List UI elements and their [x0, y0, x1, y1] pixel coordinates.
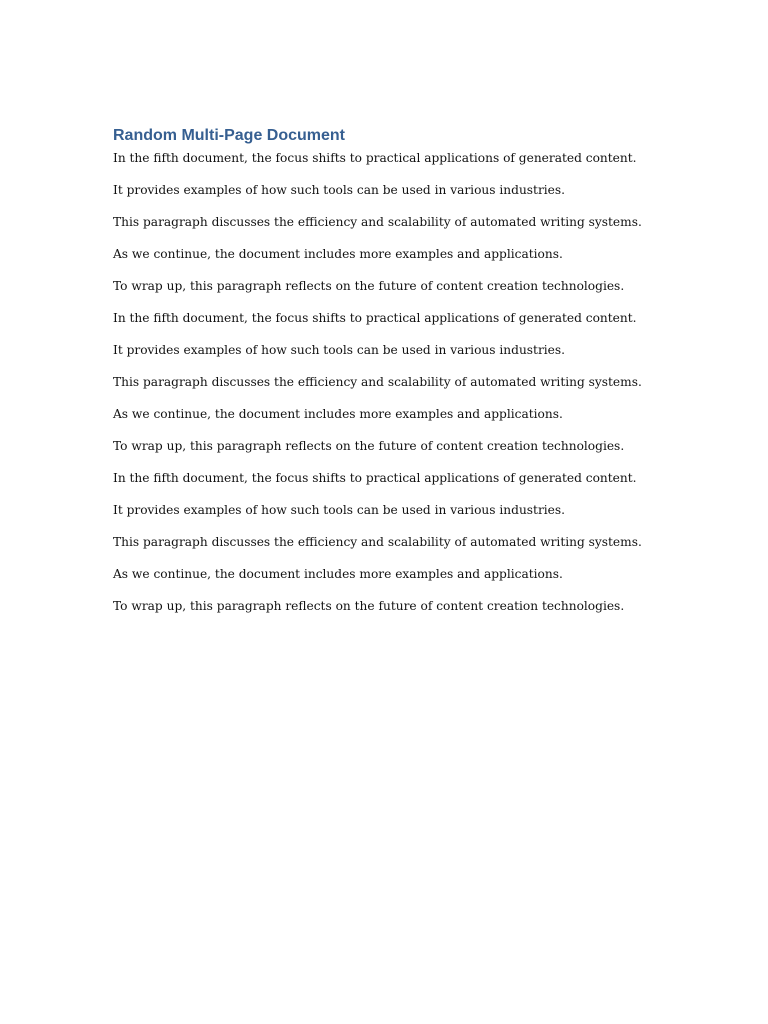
- paragraph: This paragraph discusses the efficiency and scalability of automated writing systems.: [113, 535, 642, 549]
- paragraph: It provides examples of how such tools can be used in various industries.: [113, 183, 566, 197]
- paragraph: In the fifth document, the focus shifts to practical applications of generated content.: [113, 151, 637, 165]
- paragraph: To wrap up, this paragraph reflects on the future of content creation technologies.: [113, 279, 625, 293]
- paragraph: As we continue, the document includes more examples and applications.: [113, 247, 563, 261]
- paragraph: To wrap up, this paragraph reflects on the future of content creation technologies.: [113, 439, 625, 453]
- paragraph: In the fifth document, the focus shifts to practical applications of generated content.: [113, 311, 637, 325]
- paragraph: This paragraph discusses the efficiency and scalability of automated writing systems.: [113, 215, 642, 229]
- paragraph: It provides examples of how such tools can be used in various industries.: [113, 343, 566, 357]
- paragraph: As we continue, the document includes more examples and applications.: [113, 407, 563, 421]
- paragraph: To wrap up, this paragraph reflects on the future of content creation technologies.: [113, 599, 625, 613]
- paragraph: It provides examples of how such tools can be used in various industries.: [113, 503, 566, 517]
- paragraph: This paragraph discusses the efficiency and scalability of automated writing systems.: [113, 375, 642, 389]
- document-body: [113, 125, 673, 627]
- document-title: Random Multi-Page Document: [113, 127, 346, 144]
- paragraph: In the fifth document, the focus shifts to practical applications of generated content.: [113, 471, 637, 485]
- paragraph: As we continue, the document includes more examples and applications.: [113, 567, 563, 581]
